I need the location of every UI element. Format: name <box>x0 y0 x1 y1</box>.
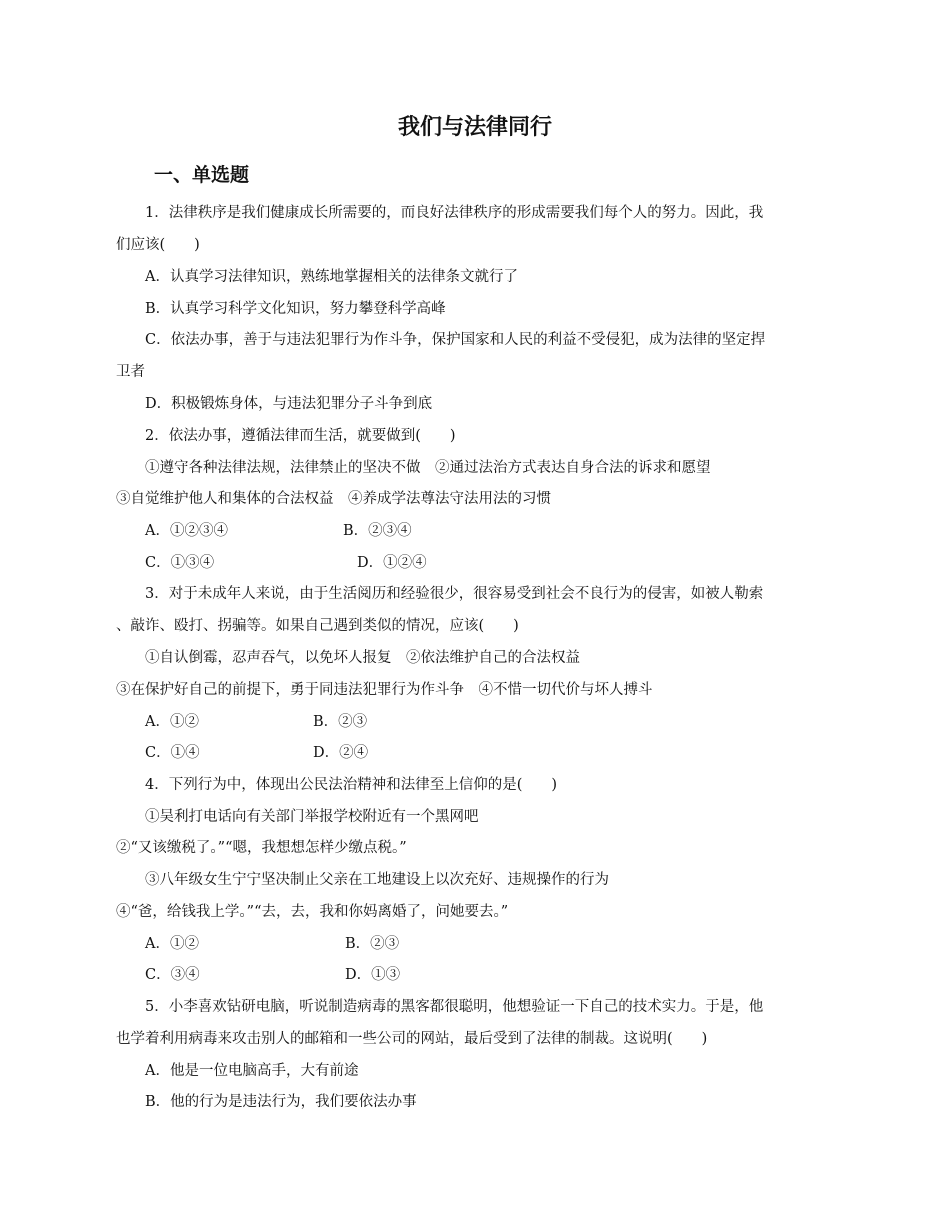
q5-option-b: B．他的行为是违法行为，我们要依法办事 <box>145 1094 417 1110</box>
q4-stem: 4．下列行为中，体现出公民法治精神和法律至上信仰的是( ) <box>145 777 558 793</box>
q4-option-a: A．①② <box>145 936 199 952</box>
q2-statement-2: ③自觉维护他人和集体的合法权益 ④养成学法尊法守法用法的习惯 <box>116 491 551 507</box>
q4-statement-3: ③八年级女生宁宁坚决制止父亲在工地建设上以次充好、违规操作的行为 <box>145 872 609 888</box>
q4-statement-4: ④“爸，给钱我上学。”“去，去，我和你妈离婚了，问她要去。” <box>116 904 509 920</box>
q3-stem-line2: 、敲诈、殴打、拐骗等。如果自己遇到类似的情况，应该( ) <box>116 618 519 634</box>
q4-option-d: D．①③ <box>345 967 401 983</box>
q1-option-b: B．认真学习科学文化知识，努力攀登科学高峰 <box>145 301 446 317</box>
q1-stem-line1: 1．法律秩序是我们健康成长所需要的，而良好法律秩序的形成需要我们每个人的努力。因此，我 <box>145 205 764 221</box>
q3-stem-line1: 3．对于未成年人来说，由于生活阅历和经验很少，很容易受到社会不良行为的侵害，如被人勒索 <box>145 586 764 602</box>
q3-statement-1: ①自认倒霉，忍声吞气，以免坏人报复 ②依法维护自己的合法权益 <box>145 650 580 666</box>
q1-stem-line2: 们应该( ) <box>116 237 200 253</box>
q2-option-b: B．②③④ <box>343 523 412 539</box>
q1-option-a: A．认真学习法律知识，熟练地掌握相关的法律条文就行了 <box>145 269 518 285</box>
q4-option-c: C．③④ <box>145 967 200 983</box>
q5-option-a: A．他是一位电脑高手，大有前途 <box>145 1063 359 1079</box>
q1-option-d: D．积极锻炼身体，与违法犯罪分子斗争到底 <box>145 396 433 412</box>
section-heading: 一、单选题 <box>154 164 250 186</box>
q3-option-b: B．②③ <box>313 714 368 730</box>
q3-option-c: C．①④ <box>145 745 200 761</box>
q3-statement-2: ③在保护好自己的前提下，勇于同违法犯罪行为作斗争 ④不惜一切代价与坏人搏斗 <box>116 682 653 698</box>
page-title: 我们与法律同行 <box>397 115 552 140</box>
q3-option-d: D．②④ <box>313 745 369 761</box>
q4-statement-2: ②“又该缴税了。”“嗯，我想想怎样少缴点税。” <box>116 840 407 856</box>
q4-statement-1: ①吴利打电话向有关部门举报学校附近有一个黑网吧 <box>145 809 479 825</box>
q2-option-a: A．①②③④ <box>145 523 228 539</box>
q2-option-d: D．①②④ <box>357 555 427 571</box>
q5-stem-line1: 5．小李喜欢钻研电脑，听说制造病毒的黑客都很聪明，他想验证一下自己的技术实力。于是，他 <box>145 999 764 1015</box>
q1-option-c-line2: 卫者 <box>116 364 145 380</box>
q2-stem: 2．依法办事，遵循法律而生活，就要做到( ) <box>145 428 456 444</box>
q1-option-c-line1: C．依法办事，善于与违法犯罪行为作斗争，保护国家和人民的利益不受侵犯，成为法律的坚定捍 <box>145 332 766 348</box>
q2-option-c: C．①③④ <box>145 555 215 571</box>
q3-option-a: A．①② <box>145 714 199 730</box>
q5-stem-line2: 也学着利用病毒来攻击别人的邮箱和一些公司的网站，最后受到了法律的制裁。这说明( ) <box>116 1031 708 1047</box>
q2-statement-1: ①遵守各种法律法规，法律禁止的坚决不做 ②通过法治方式表达自身合法的诉求和愿望 <box>145 460 711 476</box>
q4-option-b: B．②③ <box>345 936 400 952</box>
